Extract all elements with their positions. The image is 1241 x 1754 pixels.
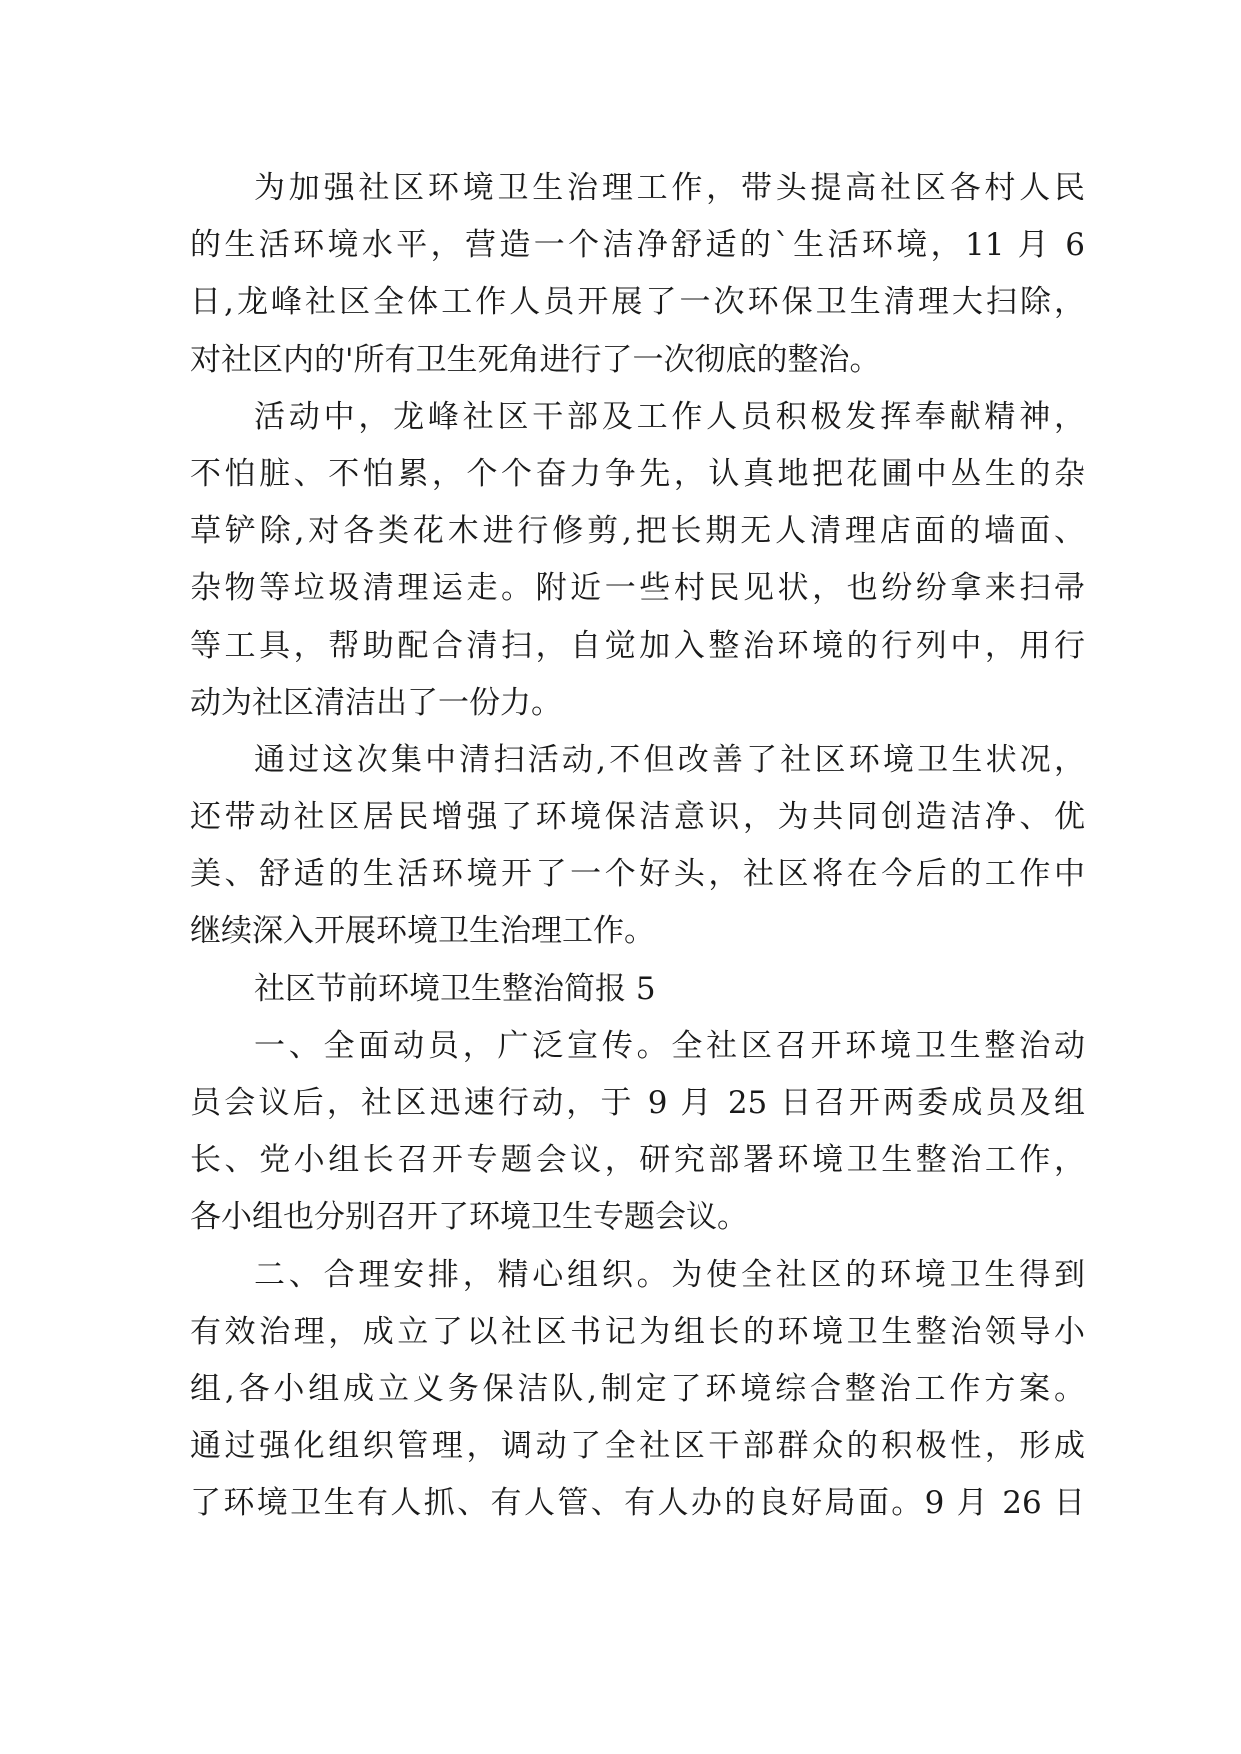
text-line: 为加强社区环境卫生治理工作，带头提高社区各村人民 [254,170,1085,206]
text-line: 等工具，帮助配合清扫，自觉加入整治环境的行列中，用行 [190,627,1085,664]
text-line: 对社区内的'所有卫生死角进行了一次彻底的整治。 [190,341,881,378]
text-line: 美、舒适的生活环境开了一个好头，社区将在今后的工作中 [190,856,1085,893]
document-body [190,160,1085,1533]
text-line: 日,龙峰社区全体工作人员开展了一次环保卫生清理大扫除， [190,284,1085,321]
text-line: 员会议后，社区迅速行动，于 9 月 25 日召开两委成员及组 [190,1085,1085,1121]
text-line: 一、全面动员，广泛宣传。全社区召开环境卫生整治动 [254,1027,1085,1064]
text-line: 动为社区清洁出了一份力。 [190,684,562,721]
text-line: 各小组也分别召开了环境卫生专题会议。 [190,1199,748,1236]
text-line: 还带动社区居民增强了环境保洁意识，为共同创造洁净、优 [190,799,1085,836]
text-line: 通过这次集中清扫活动,不但改善了社区环境卫生状况， [254,741,1085,778]
text-line: 长、党小组长召开专题会议，研究部署环境卫生整治工作， [190,1142,1085,1179]
text-line: 了环境卫生有人抓、有人管、有人办的良好局面。9 月 26 日 [190,1485,1085,1522]
text-line: 二、合理安排，精心组织。为使全社区的环境卫生得到 [254,1256,1085,1293]
text-line: 活动中，龙峰社区干部及工作人员积极发挥奉献精神， [254,398,1085,435]
text-line: 杂物等垃圾清理运走。附近一些村民见状，也纷纷拿来扫帚 [190,570,1085,607]
text-line: 有效治理，成立了以社区书记为组长的环境卫生整治领导小 [190,1313,1085,1350]
text-line: 继续深入开展环境卫生治理工作。 [190,913,655,950]
text-line: 不怕脏、不怕累，个个奋力争先，认真地把花圃中丛生的杂 [190,455,1085,492]
text-line: 的生活环境水平，营造一个洁净舒适的`生活环境，11 月 6 [190,227,1085,264]
text-line: 社区节前环境卫生整治简报 5 [254,970,656,1007]
text-line: 通过强化组织管理，调动了全社区干部群众的积极性，形成 [190,1428,1085,1465]
text-line: 草铲除,对各类花木进行修剪,把长期无人清理店面的墙面、 [190,513,1085,550]
text-line: 组,各小组成立义务保洁队,制定了环境综合整治工作方案。 [190,1370,1085,1407]
